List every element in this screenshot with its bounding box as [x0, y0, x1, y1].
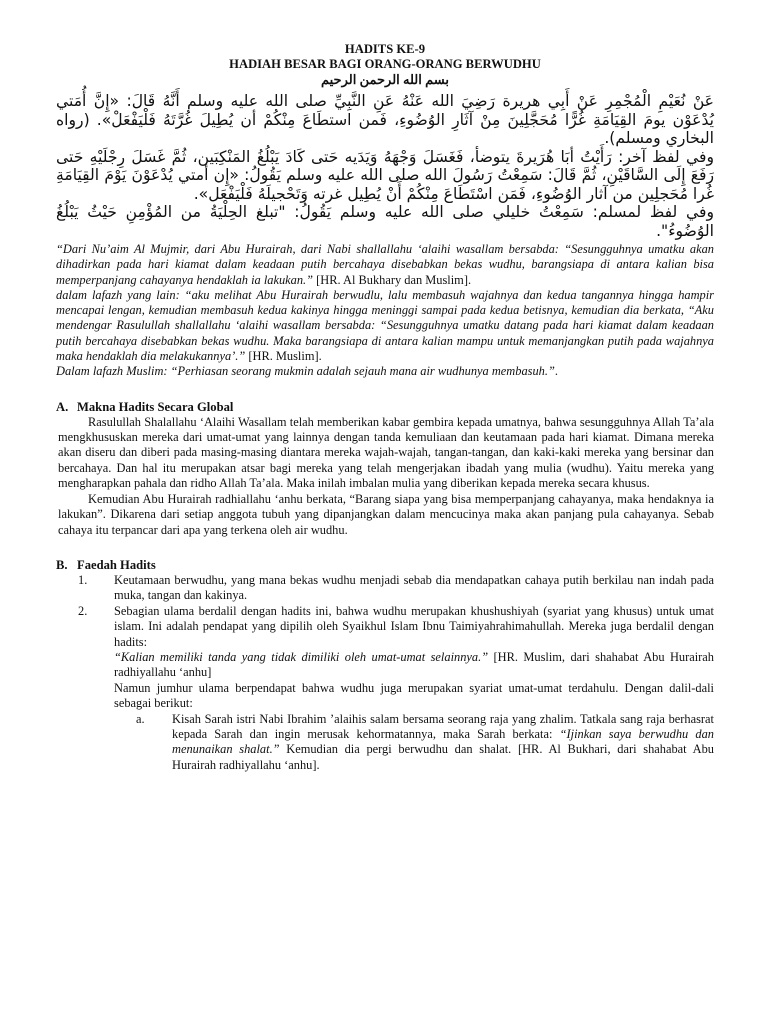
section-a-paragraph: Kemudian Abu Hurairah radhiallahu ‘anhu berkata, “Barang siapa yang bisa memperpanjang cahayanya, maka hendaknya ia lakukan”. Dikarena dari setiap anggota tubuh yang dipanjangkan dalam mencucinya maka akan panjang pula cahayanya. Sebab cahaya itu terpancar dari apa yang terkena oleh air wudhu. [58, 491, 714, 537]
sublist-item-letter: a. [136, 711, 145, 726]
hadith-subtitle: HADIAH BESAR BAGI ORANG-ORANG BERWUDHU [229, 57, 541, 71]
list-item-body [114, 604, 714, 773]
section-b-label: B. [56, 557, 68, 572]
translation-paragraph [56, 242, 714, 288]
section-a-paragraph: Rasulullah Shalallahu ‘Alaihi Wasallam telah memberikan kabar gembira kepada umatnya, bahwa sesungguhnya Allah Ta’ala mengkhususkan mereka dari umat-umat yang lainnya dengan tanda kemuliaan dan keutamaan pada hari kiamat. Dimana mereka akan diseru dan diberi pada masing-masing diantara mereka wajah-wajah, tangan-tangan, dan kaki-kaki mereka yang bersinar dan bercahaya. Dan hal itu merupakan atsar bagi mereka yang telah mengerjakan ibadah yang mulia (wudhu). Yaitu mereka yang mengharapkan pahala dan ridho Allah Ta’ala. Maka inilah imbalan mulia yang diberikan kepada mereka secara khusus. [58, 414, 714, 491]
arabic-hadith-text [56, 92, 714, 240]
translation-reference: [HR. Al Bukhary dan Muslim]. [313, 272, 472, 287]
translation-quote: “Dari Nu’aim Al Mujmir, dari Abu Hurairah, dari Nabi shallallahu ‘alaihi wasallam bersabda: “Sesungguhnya umatku akan dihadirkan pada hari kiamat dalam keadaan putih bercahaya disebabkan bekas wudhu, barangsiapa di antara kalian bisa memperpanjang cahayanya hendaklah ia lakukan.” [56, 242, 714, 287]
list-item-text: Sebagian ulama berdalil dengan hadits ini, bahwa wudhu merupakan khushushiyah (syariat yang khusus) untuk umat islam. Ini adalah pendapat yang dipilih oleh Syaikhul Islam Ibnu Taimiyahrahimahullah. Mereka juga berdalil dengan hadits: [114, 603, 714, 649]
section-b-title: Faedah Hadits [77, 557, 156, 572]
sublist-item-quote: “Ijinkan saya berwudhu dan menunaikan shalat.” [172, 726, 714, 757]
translation-quote: Dalam lafazh Muslim: “Perhiasan seorang mukmin adalah sejauh mana air wudhunya membasuh.” [56, 364, 555, 379]
sublist-item-text: Kisah Sarah istri Nabi Ibrahim ’alaihis salam bersama seorang raja yang zhalim. Tatkala sang raja berhasrat kepada Sarah dan ingin merusak kehormatannya, maka Sarah berkata: [172, 711, 714, 741]
list-item-followup: Namun jumhur ulama berpendapat bahwa wudhu juga merupakan syariat umat-umat terdahulu. Dengan dalil-dali sebagai berikut: [114, 680, 714, 711]
sublist-item-reference: Kemudian dia pergi berwudhu dan shalat. [HR. Al Bukhari, dari shahabat Abu Hurairah radhiyallahu ‘anhu]. [172, 742, 714, 772]
translation-paragraph [56, 288, 714, 364]
hadith-quote [114, 650, 714, 681]
section-a-heading [56, 400, 714, 415]
list-item [56, 573, 714, 604]
section-b-heading [56, 558, 714, 573]
translation-end: . [554, 364, 558, 379]
translation-quote: dalam lafazh yang lain: “aku melihat Abu Hurairah berwudlu, lalu membasuh wajahnya dan kedua tangannya hingga hampir mencapai lengan, kemudian membasuh kedua kakinya hingga meninggi sampai pada kedua betisnya, kemudian dia berkata, “Aku mendengar Rasulullah shallallahu ‘alaihi wasallam bersabda: “Sesungguhnya umatku datang pada hari kiamat dalam keadaan putih bercahaya disebabkan bekas wudhu. Maka barangsiapa di antara kalian mampu untuk memanjangkan putih pada wajahnya maka hendaklah dia melakukannya’.” [56, 287, 714, 364]
sublist-item [114, 712, 714, 774]
list-item-number: 2. [78, 603, 88, 618]
basmala: بسم الله الرحمن الرحيم [320, 72, 449, 87]
translation-paragraph [56, 364, 714, 379]
benefits-list [56, 573, 714, 773]
translation-reference: [HR. Muslim]. [245, 349, 322, 364]
hadith-quote-reference: [HR. Muslim, dari shahabat Abu Hurairah radhiyallahu ‘anhu] [114, 649, 714, 680]
arabic-paragraph: وفي لفظ آخر: رَأَيْتُ أبَا هُرَيرةَ يتوضأ، فَغَسَلَ وَجْهَهُ وَيَدَيه حَتى كَادَ يَبْلُغُ المَنْكِبَين، ثُمَّ غَسَلَ رِجْلَيْهِ حَتى رَفَعَ إِلَى السَّاقَيْنِ، ثُمَّ قَالَ: سَمِعْتُ رَسُولَ الله صلى الله عليه وسلم يَقُولُ: «إِن أمتي يُدْعَوْنَ يَوْمَ القِيَامَةِ غُرا مُحَجلِين من آثار الوُضُوءِ، فَمَن اسْتَطَاعَ مِنْكُمْ أَنْ يُطِيل غرته وَتَحْجيلَهُ فَلْيَفْعَل». [56, 147, 714, 203]
hadith-number-title: HADITS KE-9 [344, 42, 426, 56]
list-item [56, 604, 714, 773]
list-item-number: 1. [78, 572, 88, 587]
section-a-body [56, 415, 714, 538]
list-item-text: Keutamaan berwudhu, yang mana bekas wudhu menjadi sebab dia mendapatkan cahaya putih berkilau nan indah pada muka, tangan dan kakinya. [114, 572, 714, 603]
translation-block [56, 242, 714, 380]
arabic-paragraph: وفي لفظ لمسلم: سَمِعْتُ خليلي صلى الله عليه وسلم يَقُولُ: "تبلغ الحِلْيَةُ من المُؤْمِنِ حَيْثُ يَبْلُغُ الوُضُوءُ". [56, 203, 714, 240]
section-a-title: Makna Hadits Secara Global [77, 399, 234, 414]
document-header [56, 42, 714, 72]
evidence-sublist [114, 712, 714, 774]
section-a-label: A. [56, 399, 69, 414]
hadith-quote-text: “Kalian memiliki tanda yang tidak dimiliki oleh umat-umat selainnya.” [114, 649, 489, 664]
arabic-paragraph: عَنْ نُعَيْمِ الْمُجْمِرِ عَنْ أَبِي هريرة رَضِيَ الله عَنْهُ عَنِ النَّبِيِّ صلى الله عليه وسلم أَنَّهُ قَالَ: «إِنَّ أُمَتي يُدْعَوْن يومَ القِيَامَةِ غُرًّا مُحَجَّلِينَ مِنْ آثَارِ الوُضُوءِ، فَمن استطَاعَ مِنْكُمْ أن يُطِيلَ غُرَّتَهُ فَلْيَفْعَلْ». (رواه البخاري ومسلم). [56, 92, 714, 147]
